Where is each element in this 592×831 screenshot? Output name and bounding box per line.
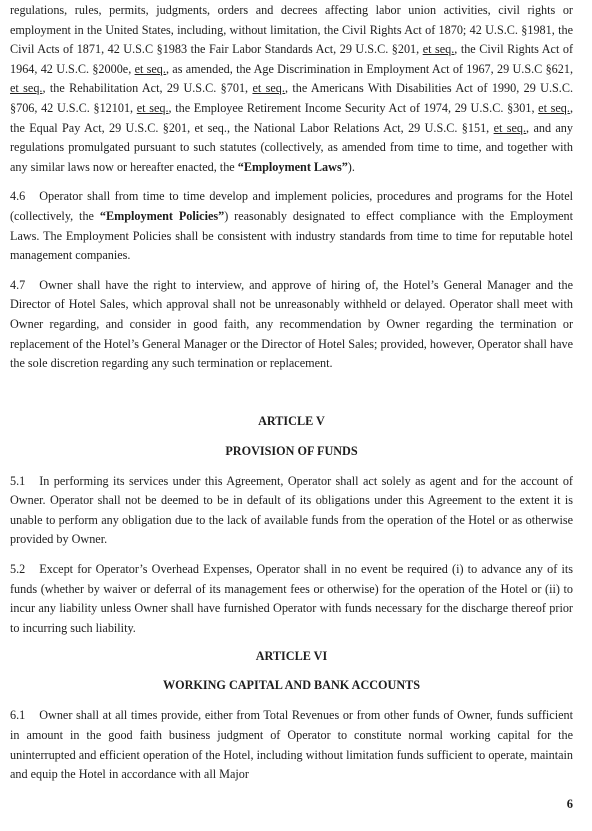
section-number: 4.7 <box>10 277 26 292</box>
intro-et-seq-1: et seq. <box>422 42 455 57</box>
section-number: 5.1 <box>10 473 26 488</box>
section-number: 6.1 <box>10 708 26 723</box>
intro-text-8: , and any regulations promulgated pursuant to such statutes (collectively, as amended from time to time, and together with any similar laws now or hereafter enacted, the <box>10 120 573 174</box>
section-number: 5.2 <box>10 562 26 577</box>
defined-term-employment-policies: “Employment Policies” <box>99 208 225 223</box>
section-4-6-text-2: ) reasonably designated to effect compliance with the Employment Laws. The Employment Policies shall be consistent with industry standards from time to time for reputable hotel management companies. <box>10 208 573 263</box>
section-5-2 <box>10 560 573 638</box>
section-number: 4.6 <box>10 189 26 204</box>
section-6-1 <box>10 706 573 784</box>
intro-text-3: , as amended, the Age Discrimination in Employment Act of 1967, 29 U.S.C §621, <box>165 61 573 76</box>
intro-text-1: regulations, rules, permits, judgments, orders and decrees affecting labor union activities, civil rights or employment in the United States, including, without limitation, the Civil Rights Act of 1870; 42 U.S.C. §1981, the Civil Acts of 1871, 42 U.S.C §1983 the Fair Labor Standards Act, 29 U.S.C. §201, <box>10 3 573 57</box>
section-4-7 <box>10 276 573 374</box>
article-5-title: ARTICLE V <box>258 413 325 428</box>
intro-text-9: ). <box>347 159 355 174</box>
document-page <box>10 1 573 785</box>
intro-text-4: , the Rehabilitation Act, 29 U.S.C. §701, <box>42 81 253 96</box>
section-4-7-text: Owner shall have the right to interview, and approve of hiring of, the Hotel’s General Manager and the Director of Hotel Sales, which approval shall not be unreasonably withheld or delayed. Operator shall meet with Owner regarding, and consider in good faith, any recommendation by Owner regarding the termination or replacement of the Hotel’s General Manager or the Director of Hotel Sales; provided, however, Operator shall have the sole discretion regarding any such termination or replacement. <box>10 277 573 371</box>
section-6-1-text: Owner shall at all times provide, either from Total Revenues or from other funds of Owner, funds sufficient in amount in the good faith business judgment of Operator to constitute normal working capital for the uninterrupted and efficient operation of the Hotel, including without limitation funds sufficient to operate, maintain and equip the Hotel in accordance with all Major <box>10 708 573 782</box>
section-5-1-text: In performing its services under this Agreement, Operator shall act solely as agent and for the account of Owner. Operator shall not be deemed to be in default of its obligations under this Agreement to the extent it is unable to perform any obligation due to the lack of available funds from the operation of the Hotel or as otherwise provided by Owner. <box>10 473 573 547</box>
intro-text-6: , the Employee Retirement Income Security Act of 1974, 29 U.S.C. §301, <box>168 100 539 115</box>
intro-et-seq-6: et seq. <box>538 100 570 115</box>
intro-text-2: , the Civil Rights Act of 1964, 42 U.S.C. §2000e, <box>10 42 573 76</box>
intro-et-seq-7: et seq. <box>493 120 527 135</box>
defined-term-employment-laws: “Employment Laws” <box>237 159 348 174</box>
intro-et-seq-2: et seq. <box>134 61 166 76</box>
section-5-2-text: Except for Operator’s Overhead Expenses, Operator shall in no event be required (i) to advance any of its funds (whether by waiver or deferral of its management fees or otherwise) for the operation of the Hotel or (ii) to incur any liability unless Owner shall have furnished Operator with funds necessary for the discharge thereof prior to incurring such liability. <box>10 562 573 635</box>
article-6-subtitle: WORKING CAPITAL AND BANK ACCOUNTS <box>162 678 421 693</box>
intro-et-seq-5: et seq. <box>136 100 169 115</box>
intro-et-seq-4: et seq. <box>252 81 285 96</box>
page-number: 6 <box>566 797 573 811</box>
section-5-1 <box>10 472 573 550</box>
section-4-6 <box>10 187 573 265</box>
section-4-6-text-1: Operator shall from time to time develop and implement policies, procedures and programs for the Hotel (collectively, the <box>10 189 573 223</box>
intro-text-5: , the Americans With Disabilities Act of 1990, 29 U.S.C. §706, 42 U.S.C. §12101, <box>10 81 574 115</box>
intro-text-7: , the Equal Pay Act, 29 U.S.C. §201, et seq., the National Labor Relations Act, 29 U.S.C. §151, <box>10 100 573 135</box>
article-5-subtitle: PROVISION OF FUNDS <box>225 443 358 458</box>
article-6-title: ARTICLE VI <box>255 649 328 664</box>
intro-paragraph <box>10 1 573 177</box>
intro-et-seq-3: et seq. <box>10 81 43 96</box>
